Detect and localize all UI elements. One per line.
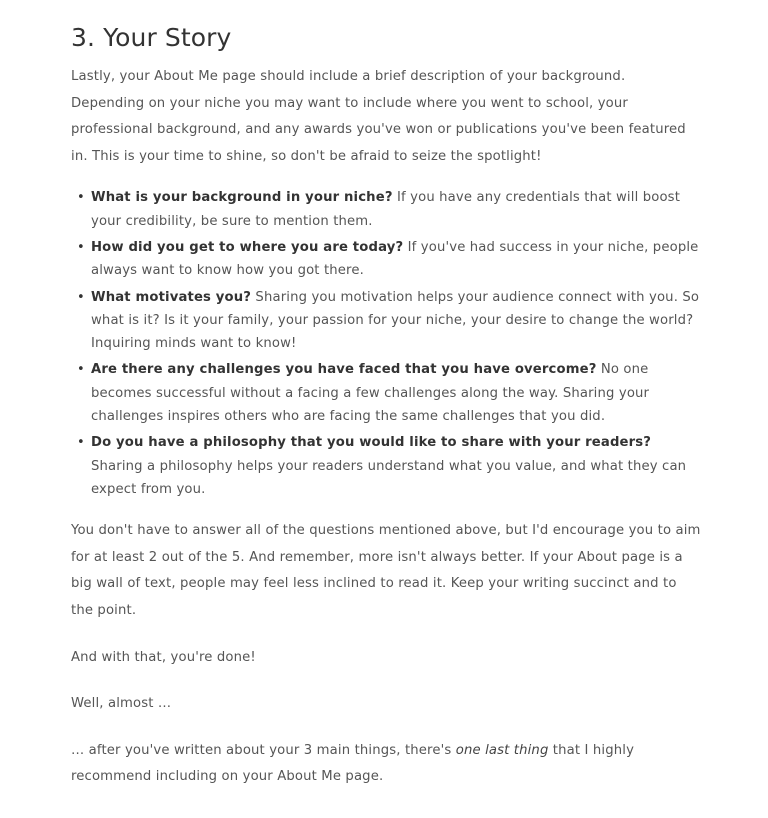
- question-answer: If you have any credentials that will boost your credibility, be sure to mention them.: [91, 190, 681, 229]
- question-answer: No one becomes successful without a facing a few challenges along the way. Sharing your challenges inspires others who are facing the same challenges that you did.: [91, 362, 650, 425]
- list-item: [77, 431, 701, 501]
- article-section: [71, 0, 701, 791]
- question-text: How did you get to where you are today?: [91, 239, 404, 255]
- question-text: Do you have a philosophy that you would like to share with your readers?: [91, 435, 652, 451]
- question-list: [71, 186, 701, 501]
- closing-paragraph: [71, 738, 701, 791]
- list-item: [77, 286, 701, 356]
- closing-text-before: … after you've written about your 3 main things, there's: [71, 742, 456, 758]
- question-text: Are there any challenges you have faced that you have overcome?: [91, 362, 597, 378]
- question-answer: Sharing you motivation helps your audience connect with you. So what is it? Is it your family, your passion for your niche, your desire to change the world? Inquiring minds want to know!: [91, 289, 700, 352]
- closing-emphasis: one last thing: [455, 742, 549, 758]
- section-heading: 3. Your Story: [71, 23, 232, 52]
- question-text: What motivates you?: [91, 289, 252, 305]
- wrap-up-paragraph: You don't have to answer all of the questions mentioned above, but I'd encourage you to aim for at least 2 out of the 5. And remember, more isn't always better. If your About page is a big wall of text, people may feel less inclined to read it. Keep your writing succinct and to the point.: [71, 523, 701, 619]
- bullet-icon: •: [77, 362, 85, 378]
- bullet-icon: •: [77, 289, 85, 305]
- done-paragraph: And with that, you're done!: [71, 649, 256, 665]
- question-answer: Sharing a philosophy helps your readers understand what you value, and what they can expect from you.: [91, 458, 687, 497]
- bullet-icon: •: [77, 190, 85, 206]
- question-answer: If you've had success in your niche, people always want to know how you got there.: [91, 239, 699, 279]
- list-item: [77, 186, 701, 233]
- bullet-icon: •: [77, 435, 85, 451]
- question-text: What is your background in your niche?: [91, 190, 393, 206]
- closing-text-after: that I highly recommend including on your About Me page.: [71, 742, 635, 785]
- bullet-icon: •: [77, 239, 85, 255]
- almost-paragraph: Well, almost …: [71, 696, 172, 712]
- intro-paragraph: Lastly, your About Me page should include a brief description of your background. Depending on your niche you may want to include where you went to school, your professional background, and any awards you've won or publications you've been featured in. This is your time to shine, so don't be afraid to seize the spotlight!: [71, 69, 686, 164]
- list-item: [77, 236, 701, 283]
- list-item: [77, 358, 701, 428]
